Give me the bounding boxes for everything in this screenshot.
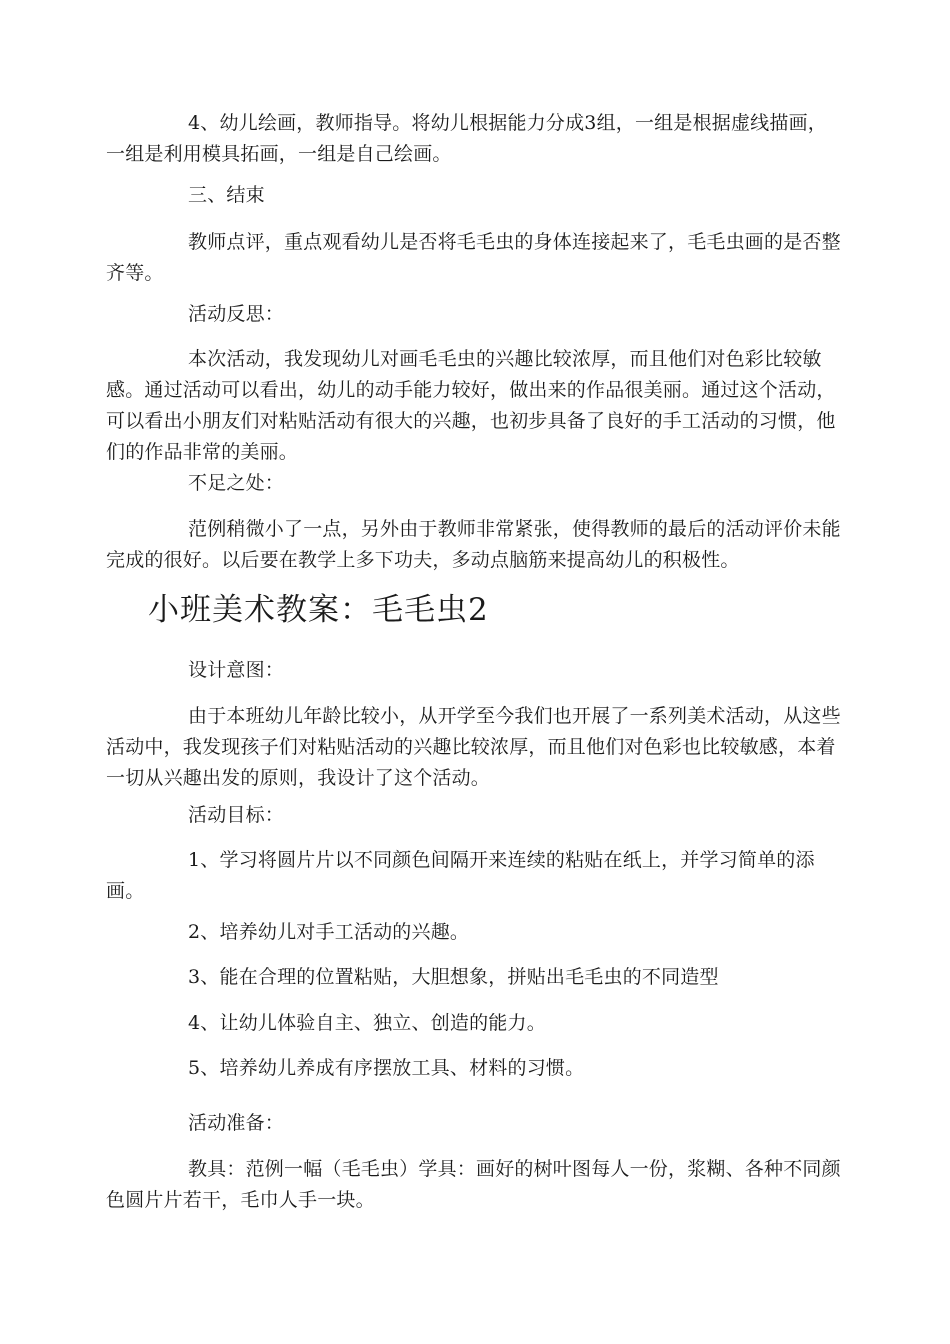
shortcoming-heading: 不足之处： [188, 472, 285, 494]
shortcoming-paragraph: 范例稍微小了一点，另外由于教师非常紧张，使得教师的最后的活动评价未能完成的很好。以后要在教学上多下功夫，多动点脑筋来提高幼儿的积极性。 [106, 518, 841, 571]
prep-paragraph: 教具：范例一幅（毛毛虫）学具：画好的树叶图每人一份，浆糊、各种不同颜色圆片片若干，毛巾人手一块。 [106, 1158, 841, 1211]
design-heading: 设计意图： [188, 659, 285, 681]
prep-heading: 活动准备： [188, 1112, 285, 1134]
goal-item: 1、学习将圆片片以不同颜色间隔开来连续的粘贴在纸上，并学习简单的添画。 [106, 849, 815, 902]
goals-heading: 活动目标： [188, 804, 285, 826]
step4-paragraph: 4、幼儿绘画，教师指导。将幼儿根据能力分成3组，一组是根据虚线描画，一组是利用模具拓画，一组是自己绘画。 [106, 112, 827, 165]
reflection-heading: 活动反思： [188, 303, 285, 325]
section-title: 小班美术教案：毛毛虫2 [148, 592, 489, 628]
reflection-paragraph: 本次活动，我发现幼儿对画毛毛虫的兴趣比较浓厚，而且他们对色彩比较敏感。通过活动可以看出，幼儿的动手能力较好，做出来的作品很美丽。通过这个活动，可以看出小朋友们对粘贴活动有很大的兴趣，也初步具备了良好的手工活动的习惯，他们的作品非常的美丽。 [106, 348, 836, 463]
goal-item: 3、能在合理的位置粘贴，大胆想象，拼贴出毛毛虫的不同造型 [188, 966, 719, 988]
goal-item: 5、培养幼儿养成有序摆放工具、材料的习惯。 [188, 1057, 585, 1079]
end-paragraph: 教师点评，重点观看幼儿是否将毛毛虫的身体连接起来了，毛毛虫画的是否整齐等。 [106, 231, 841, 284]
design-paragraph: 由于本班幼儿年龄比较小，从开学至今我们也开展了一系列美术活动，从这些活动中，我发现孩子们对粘贴活动的兴趣比较浓厚，而且他们对色彩也比较敏感，本着一切从兴趣出发的原则，我设计了这个活动。 [106, 705, 841, 789]
end-heading: 三、结束 [188, 184, 265, 206]
goal-item: 4、让幼儿体验自主、独立、创造的能力。 [188, 1012, 546, 1034]
goal-item: 2、培养幼儿对手工活动的兴趣。 [188, 921, 470, 943]
